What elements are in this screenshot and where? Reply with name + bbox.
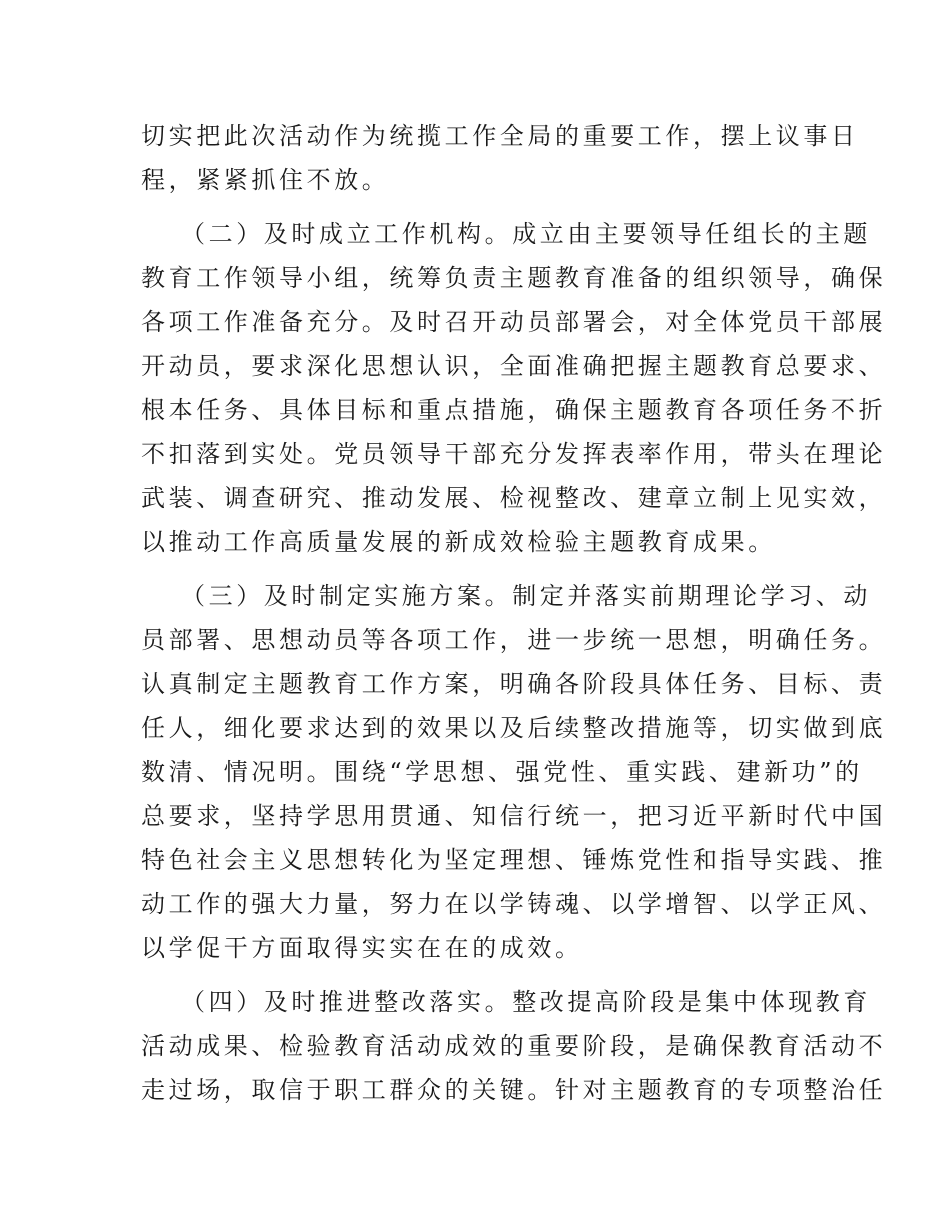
text-line: 走过场，取信于职工群众的关键。针对主题教育的专项整治任 <box>141 1076 887 1104</box>
document-body <box>141 114 887 1112</box>
text-line: 员部署、思想动员等各项工作，进一步统一思想，明确任务。 <box>141 626 887 654</box>
text-line: 总要求，坚持学思用贯通、知信行统一，把习近平新时代中国 <box>141 802 887 830</box>
text-line: （四）及时推进整改落实。整改提高阶段是集中体现教育 <box>181 988 871 1016</box>
paragraph-4 <box>141 980 887 1112</box>
paragraph-1 <box>141 114 859 202</box>
text-line: 动工作的强大力量，努力在以学铸魂、以学增智、以学正风、 <box>141 890 887 918</box>
text-line: 认真制定主题教育工作方案，明确各阶段具体任务、目标、责 <box>141 670 887 698</box>
text-line: （三）及时制定实施方案。制定并落实前期理论学习、动 <box>181 582 871 610</box>
text-line: 程，紧紧抓住不放。 <box>141 166 390 194</box>
text-line: 不扣落到实处。党员领导干部充分发挥表率作用，带头在理论 <box>141 440 887 468</box>
text-line: 武装、调查研究、推动发展、检视整改、建章立制上见实效， <box>141 484 887 512</box>
paragraph-2 <box>141 212 887 564</box>
text-line: 特色社会主义思想转化为坚定理想、锤炼党性和指导实践、推 <box>141 846 887 874</box>
text-line: 各项工作准备充分。及时召开动员部署会，对全体党员干部展 <box>141 308 887 336</box>
text-line: 以学促干方面取得实实在在的成效。 <box>141 934 583 962</box>
text-line: （二）及时成立工作机构。成立由主要领导任组长的主题 <box>181 220 871 248</box>
text-line: 活动成果、检验教育活动成效的重要阶段，是确保教育活动不 <box>141 1032 887 1060</box>
paragraph-3 <box>141 574 887 970</box>
text-line: 任人，细化要求达到的效果以及后续整改措施等，切实做到底 <box>141 714 887 742</box>
text-line: 开动员，要求深化思想认识，全面准确把握主题教育总要求、 <box>141 352 887 380</box>
text-line: 根本任务、具体目标和重点措施，确保主题教育各项任务不折 <box>141 396 887 424</box>
text-line: 教育工作领导小组，统筹负责主题教育准备的组织领导，确保 <box>141 264 887 292</box>
text-line: 以推动工作高质量发展的新成效检验主题教育成果。 <box>141 528 776 556</box>
text-line: 切实把此次活动作为统揽工作全局的重要工作，摆上议事日 <box>141 122 859 150</box>
text-line: 数清、情况明。围绕“学思想、强党性、重实践、建新功”的 <box>141 758 863 786</box>
